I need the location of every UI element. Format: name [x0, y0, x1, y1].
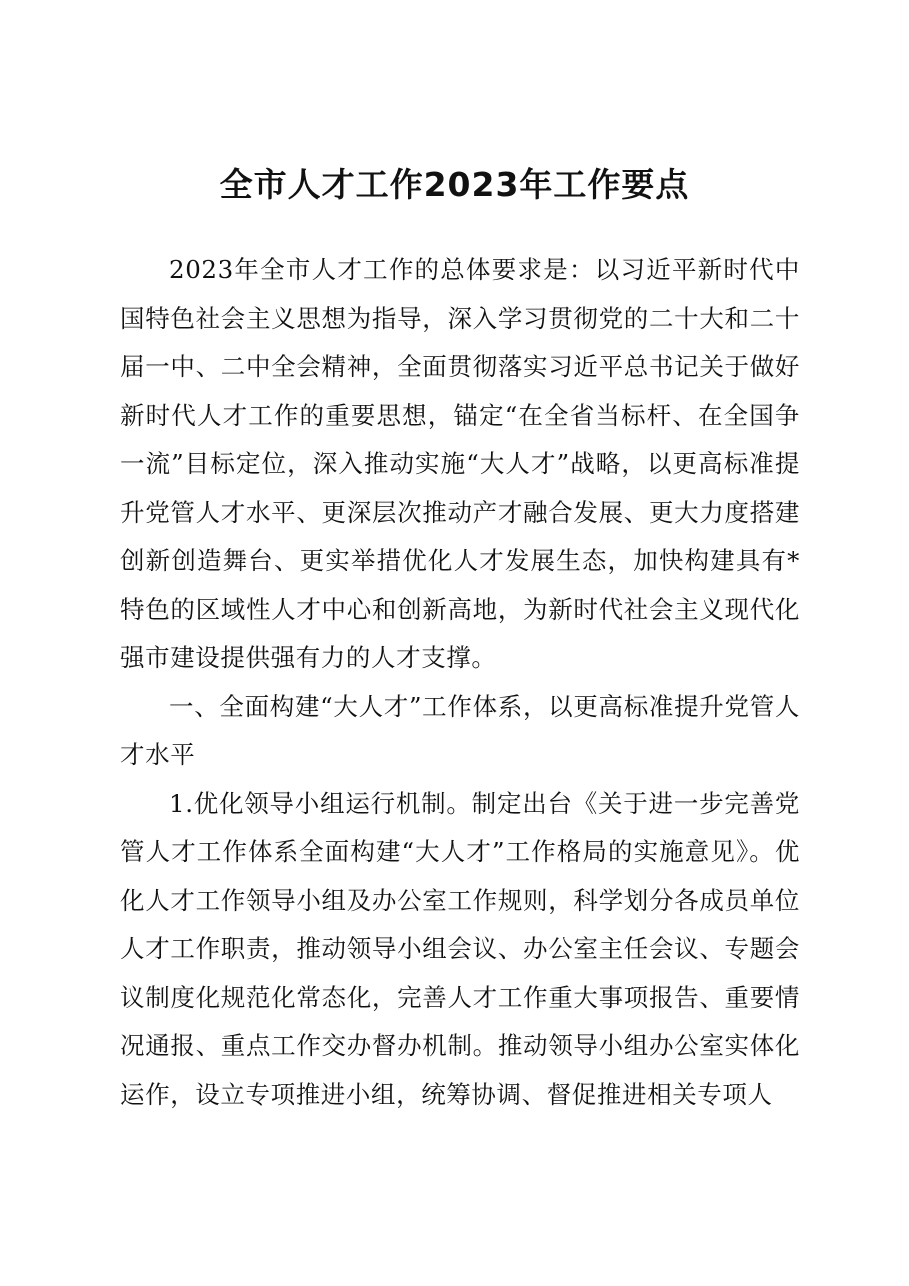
item-paragraph-1: 1.优化领导小组运行机制。制定出台《关于进一步完善党管人才工作体系全面构建“大人才”工作格局的实施意见》。优化人才工作领导小组及办公室工作规则，科学划分各成员单位人才工作职责，推动领导小组会议、办公室主任会议、专题会议制度化规范化常态化，完善人才工作重大事项报告、重要情况通报、重点工作交办督办机制。推动领导小组办公室实体化运作，设立专项推进小组，统筹协调、督促推进相关专项人 [120, 788, 800, 1109]
document-body [120, 246, 800, 1119]
document-title: 全市人才工作2023年工作要点 [219, 165, 690, 204]
section-heading-1: 一、全面构建“大人才”工作体系，以更高标准提升党管人才水平 [120, 691, 800, 769]
intro-paragraph: 2023年全市人才工作的总体要求是：以习近平新时代中国特色社会主义思想为指导，深入学习贯彻党的二十大和二十届一中、二中全会精神，全面贯彻落实习近平总书记关于做好新时代人才工作的重要思想，锚定“在全省当标杆、在全国争一流”目标定位，深入推动实施“大人才”战略，以更高标准提升党管人才水平、更深层次推动产才融合发展、更大力度搭建创新创造舞台、更实举措优化人才发展生态，加快构建具有*特色的区域性人才中心和创新高地，为新时代社会主义现代化强市建设提供强有力的人才支撑。 [120, 255, 800, 672]
